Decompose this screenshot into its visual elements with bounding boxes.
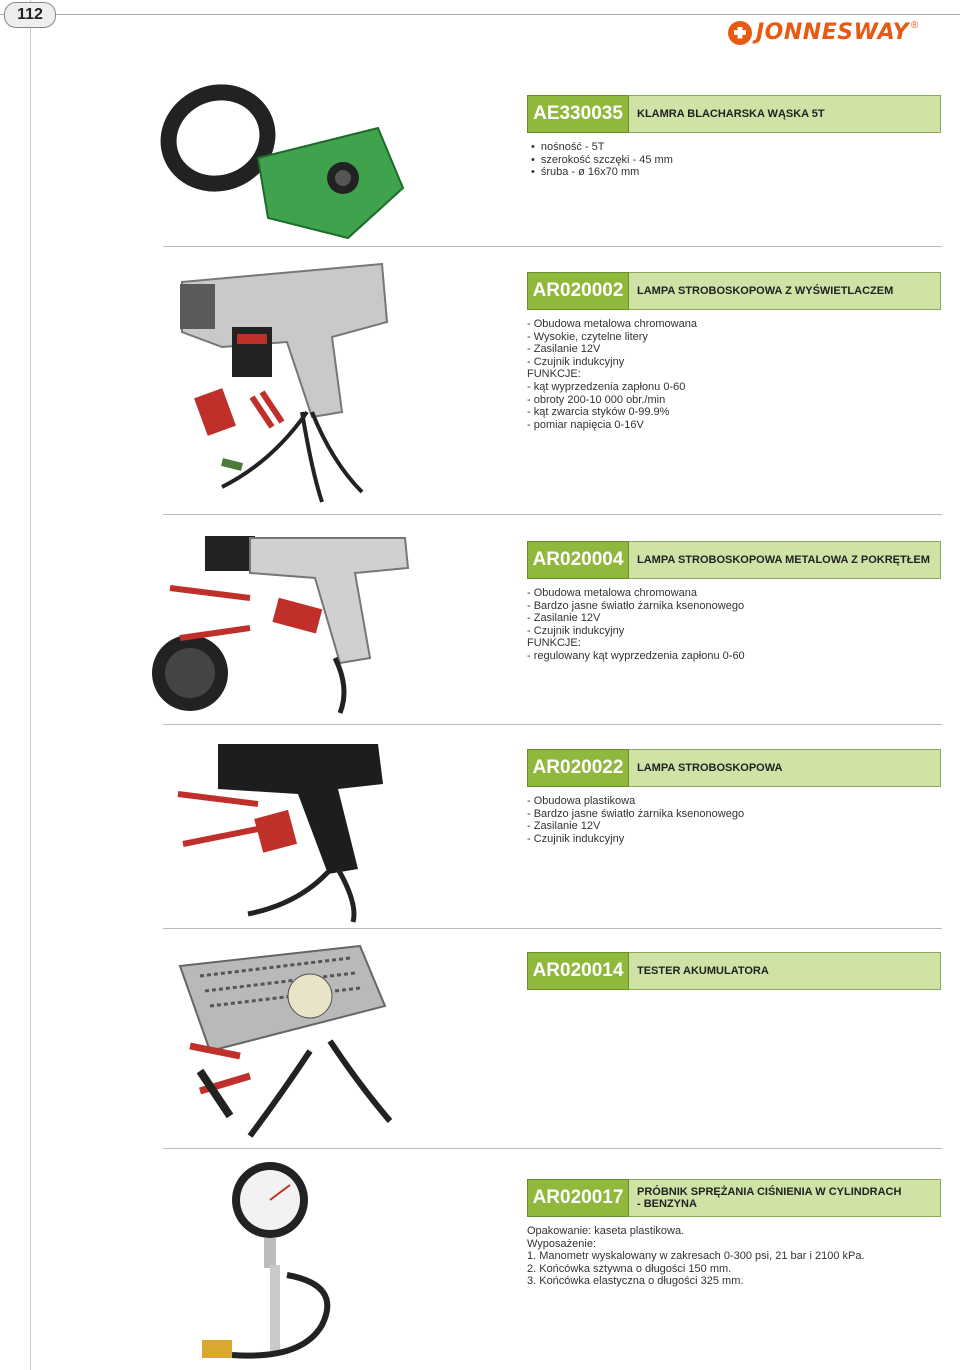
product-code: AR020004 (527, 541, 629, 579)
product-code: AR020022 (527, 749, 629, 787)
product-code: AR020017 (527, 1179, 629, 1217)
spec-line: - Obudowa metalowa chromowana (527, 587, 697, 599)
spec-line: FUNKCJE: (527, 368, 581, 381)
spec-line: - Obudowa plastikowa (527, 795, 636, 807)
spec-line: - Zasilanie 12V (527, 343, 601, 356)
brand-mark-icon (728, 21, 752, 45)
registered-mark: ® (911, 20, 919, 31)
top-rule (0, 14, 960, 15)
spec-line: - Bardzo jasne światło żarnika ksenonowego (527, 807, 745, 820)
spec-line: - Zasilanie 12V (527, 820, 601, 833)
compression-tester-image (192, 1155, 352, 1367)
spec-line: 1. Manometr wyskalowany w zakresach 0-300 psi, 21 bar i 2100 kPa. (527, 1250, 865, 1263)
product-name-line: - BENZYNA (637, 1198, 697, 1210)
product-code: AE330035 (527, 95, 629, 133)
product-header (527, 749, 941, 787)
product-name: KLAMRA BLACHARSKA WĄSKA 5T (629, 95, 941, 133)
spec-line: FUNKCJE: (527, 637, 581, 650)
spec-line: Wyposażenie: (527, 1237, 596, 1250)
product-header (527, 1179, 941, 1217)
spec-line: • szerokość szczęki - 45 mm (531, 154, 673, 167)
spec-line: - Bardzo jasne światło żarnika ksenonowego (527, 599, 745, 612)
timing-light-plastic-image (158, 734, 398, 924)
brand-logo (728, 20, 918, 45)
timing-light-display-image (162, 252, 412, 510)
section-divider (163, 1148, 942, 1149)
product-code: AR020002 (527, 272, 629, 310)
spec-line: - pomiar napięcia 0-16V (527, 418, 644, 431)
spec-line: - Zasilanie 12V (527, 612, 601, 625)
product-header (527, 272, 941, 310)
product-description (527, 318, 697, 431)
spec-line: • nośność - 5T (531, 141, 673, 154)
product-description (527, 795, 744, 845)
product-name: LAMPA STROBOSKOPOWA METALOWA Z POKRĘTŁEM (629, 541, 941, 579)
spec-line: • śruba - ø 16x70 mm (531, 166, 673, 179)
spec-line: - Obudowa metalowa chromowana (527, 318, 697, 330)
section-divider (163, 514, 942, 515)
spec-line: 2. Końcówka sztywna o długości 150 mm. (527, 1262, 732, 1275)
product-code: AR020014 (527, 952, 629, 990)
spec-line: - kąt zwarcia styków 0-99.9% (527, 406, 670, 419)
section-divider (163, 928, 942, 929)
product-name-line: PRÓBNIK SPRĘŻANIA CIŚNIENIA W CYLINDRACH (637, 1186, 902, 1198)
section-divider (163, 246, 942, 247)
product-description (527, 1225, 865, 1288)
product-name: LAMPA STROBOSKOPOWA (629, 749, 941, 787)
page-number: 112 (4, 2, 56, 28)
product-description (531, 141, 673, 179)
spec-line: - regulowany kąt wyprzedzenia zapłonu 0-60 (527, 649, 745, 662)
spec-line: - kąt wyprzedzenia zapłonu 0-60 (527, 380, 686, 393)
product-header (527, 95, 941, 133)
spec-line: 3. Końcówka elastyczna o długości 325 mm. (527, 1275, 744, 1288)
product-name: LAMPA STROBOSKOPOWA Z WYŚWIETLACZEM (629, 272, 941, 310)
spec-line: Opakowanie: kaseta plastikowa. (527, 1225, 685, 1237)
spec-line: - Czujnik indukcyjny (527, 624, 625, 637)
left-margin-rule (30, 0, 31, 1370)
clamp-image (148, 78, 408, 244)
product-name (629, 1179, 941, 1217)
spec-line: - Czujnik indukcyjny (527, 832, 625, 845)
spec-line: - Czujnik indukcyjny (527, 355, 625, 368)
timing-light-metal-image (140, 528, 420, 720)
spec-line: - obroty 200-10 000 obr./min (527, 393, 666, 406)
product-header (527, 952, 941, 990)
product-name: TESTER AKUMULATORA (629, 952, 941, 990)
product-header (527, 541, 941, 579)
spec-line: - Wysokie, czytelne litery (527, 330, 648, 343)
product-description (527, 587, 745, 663)
brand-name: JONNESWAY (756, 20, 909, 45)
battery-tester-image (160, 936, 400, 1141)
section-divider (163, 724, 942, 725)
